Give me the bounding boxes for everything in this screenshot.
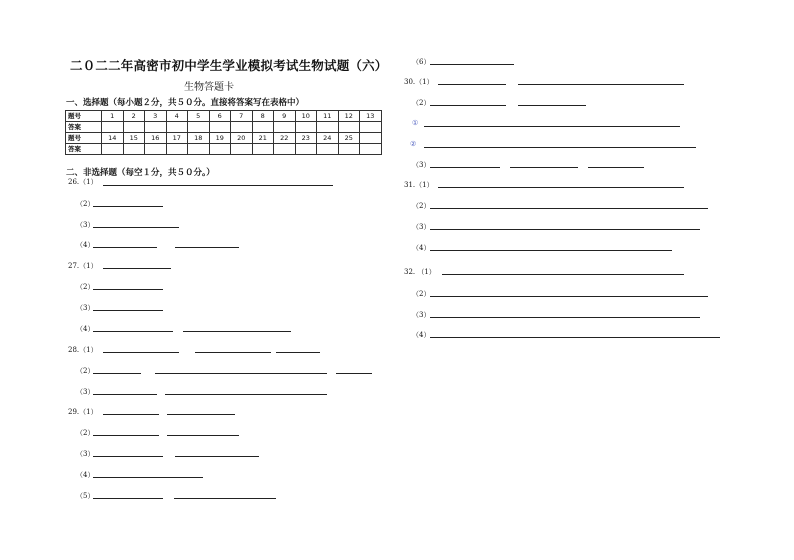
question-label: （3） (76, 388, 95, 396)
answer-blank[interactable] (167, 414, 235, 415)
answer-blank[interactable] (103, 414, 159, 415)
answer-blank[interactable] (438, 187, 684, 188)
answer-cell[interactable] (295, 144, 317, 155)
answer-cell[interactable] (274, 122, 296, 133)
answer-blank[interactable] (93, 310, 163, 311)
question-label: （4） (76, 325, 95, 333)
table-cell: 9 (274, 111, 296, 122)
table-cell: 15 (123, 133, 145, 144)
question-label: （2） (76, 429, 95, 437)
question-label: （2） (76, 283, 95, 291)
question-label: 31.（1） (404, 181, 434, 189)
answer-table (65, 110, 382, 155)
table-row (66, 133, 382, 144)
table-cell: 5 (188, 111, 210, 122)
table-cell: 19 (209, 133, 231, 144)
answer-cell[interactable] (360, 122, 382, 133)
table-row (66, 122, 382, 133)
answer-blank[interactable] (438, 84, 506, 85)
answer-cell[interactable] (102, 144, 124, 155)
table-cell: 12 (338, 111, 360, 122)
answer-cell[interactable] (123, 144, 145, 155)
question-label: （4） (412, 244, 431, 252)
answer-cell[interactable] (188, 122, 210, 133)
table-cell: 题号 (66, 111, 102, 122)
table-cell: 18 (188, 133, 210, 144)
table-cell: 21 (252, 133, 274, 144)
table-cell: 答案 (66, 144, 102, 155)
answer-cell[interactable] (252, 144, 274, 155)
sub-question-marker: ② (410, 140, 417, 148)
table-cell: 16 (145, 133, 167, 144)
question-label: （3） (412, 161, 431, 169)
answer-blank[interactable] (276, 352, 320, 353)
answer-cell[interactable] (166, 144, 188, 155)
answer-blank[interactable] (165, 394, 327, 395)
page-title: 二０二二年高密市初中学生学业模拟考试生物试题（六） (70, 58, 388, 73)
table-cell: 题号 (66, 133, 102, 144)
question-label: （5） (76, 492, 95, 500)
table-cell: 答案 (66, 122, 102, 133)
answer-cell[interactable] (209, 122, 231, 133)
answer-cell[interactable] (295, 122, 317, 133)
answer-cell[interactable] (145, 144, 167, 155)
section-choice-heading: 一、选择题（每小题２分，共５０分。直接将答案写在表格中） (66, 98, 305, 108)
question-label: （2） (412, 99, 431, 107)
answer-blank[interactable] (510, 167, 578, 168)
answer-blank[interactable] (336, 373, 372, 374)
answer-blank[interactable] (442, 274, 684, 275)
question-label: （2） (412, 290, 431, 298)
question-label: （2） (76, 367, 95, 375)
answer-blank[interactable] (93, 435, 159, 436)
answer-blank[interactable] (183, 331, 291, 332)
question-label: （4） (76, 241, 95, 249)
question-label: 30.（1） (404, 78, 434, 86)
answer-cell[interactable] (145, 122, 167, 133)
answer-blank[interactable] (174, 498, 276, 499)
answer-cell[interactable] (188, 144, 210, 155)
answer-blank[interactable] (93, 456, 163, 457)
question-label: （3） (412, 311, 431, 319)
answer-blank[interactable] (424, 147, 696, 148)
answer-blank[interactable] (430, 317, 700, 318)
table-cell: 13 (360, 111, 382, 122)
question-label: 26.（1） (68, 178, 98, 186)
answer-cell[interactable] (209, 144, 231, 155)
question-label: （2） (412, 202, 431, 210)
table-cell: 14 (102, 133, 124, 144)
answer-blank[interactable] (588, 167, 644, 168)
section-nonchoice-heading: 二、非选择题（每空１分，共５０分。） (66, 168, 215, 178)
table-cell: 11 (317, 111, 339, 122)
table-row (66, 111, 382, 122)
table-cell: 25 (338, 133, 360, 144)
question-label: 32. （1） (404, 268, 436, 276)
answer-blank[interactable] (93, 331, 173, 332)
answer-cell[interactable] (231, 144, 253, 155)
table-cell: 1 (102, 111, 124, 122)
question-label: （2） (76, 200, 95, 208)
table-cell: 7 (231, 111, 253, 122)
table-cell: 22 (274, 133, 296, 144)
question-label: 28.（1） (68, 346, 98, 354)
answer-blank[interactable] (103, 268, 171, 269)
table-cell: 24 (317, 133, 339, 144)
answer-cell[interactable] (360, 144, 382, 155)
answer-blank[interactable] (93, 373, 141, 374)
answer-blank[interactable] (195, 352, 271, 353)
table-cell: 6 (209, 111, 231, 122)
answer-blank[interactable] (430, 64, 514, 65)
answer-blank[interactable] (430, 105, 506, 106)
answer-cell[interactable] (252, 122, 274, 133)
table-cell: 23 (295, 133, 317, 144)
answer-blank[interactable] (93, 206, 163, 207)
question-label: （4） (412, 331, 431, 339)
page-subtitle: 生物答题卡 (184, 82, 234, 93)
answer-cell[interactable] (231, 122, 253, 133)
table-cell: 17 (166, 133, 188, 144)
table-cell: 2 (123, 111, 145, 122)
answer-blank[interactable] (103, 185, 333, 186)
answer-cell[interactable] (123, 122, 145, 133)
table-cell: 8 (252, 111, 274, 122)
answer-blank[interactable] (430, 250, 672, 251)
answer-blank[interactable] (430, 208, 708, 209)
answer-blank[interactable] (103, 352, 179, 353)
question-label: （3） (76, 304, 95, 312)
answer-blank[interactable] (93, 247, 157, 248)
answer-blank[interactable] (430, 229, 700, 230)
answer-blank[interactable] (167, 435, 239, 436)
answer-cell[interactable] (102, 122, 124, 133)
answer-cell[interactable] (338, 122, 360, 133)
answer-blank[interactable] (93, 498, 163, 499)
question-label: （3） (76, 450, 95, 458)
answer-cell[interactable] (317, 144, 339, 155)
answer-cell[interactable] (317, 122, 339, 133)
answer-cell[interactable] (166, 122, 188, 133)
question-label: （3） (412, 223, 431, 231)
sub-question-marker: ① (412, 119, 419, 127)
answer-blank[interactable] (430, 296, 708, 297)
answer-blank[interactable] (93, 477, 203, 478)
table-cell (360, 133, 382, 144)
answer-blank[interactable] (518, 105, 586, 106)
answer-blank[interactable] (430, 337, 720, 338)
table-cell: 20 (231, 133, 253, 144)
answer-blank[interactable] (155, 373, 327, 374)
question-label: 29.（1） (68, 408, 98, 416)
answer-cell[interactable] (274, 144, 296, 155)
table-cell: 4 (166, 111, 188, 122)
answer-blank[interactable] (175, 247, 239, 248)
answer-blank[interactable] (518, 84, 684, 85)
table-row (66, 144, 382, 155)
question-label: 27.（1） (68, 262, 98, 270)
table-cell: 3 (145, 111, 167, 122)
question-label: （4） (76, 471, 95, 479)
question-label: （6） (412, 58, 431, 66)
answer-blank[interactable] (424, 126, 680, 127)
answer-blank[interactable] (175, 456, 259, 457)
answer-blank[interactable] (93, 227, 179, 228)
question-label: （3） (76, 221, 95, 229)
answer-cell[interactable] (338, 144, 360, 155)
table-cell: 10 (295, 111, 317, 122)
answer-blank[interactable] (93, 394, 157, 395)
answer-blank[interactable] (93, 289, 163, 290)
answer-blank[interactable] (430, 167, 500, 168)
